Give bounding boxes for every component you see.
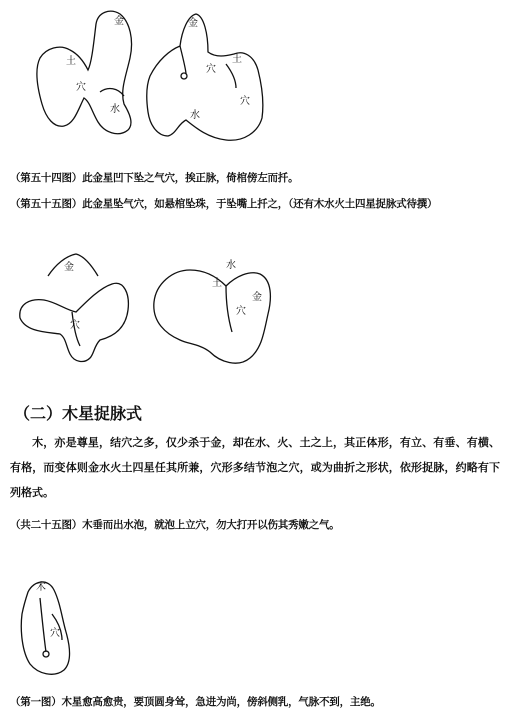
fig-mid-left-label-gold: 金 xyxy=(64,262,74,273)
fig-mid-left-label-cave: 穴 xyxy=(70,320,80,331)
fig55-label-cave-a: 穴 xyxy=(206,64,216,75)
section-paragraph-text: 木，亦是尊星，结穴之多，仅少杀于金，却在水、火、土之上，其正体形，有立、有垂、有横、有格，而变体则金水火土四星任其所兼，穴形多结节泡之穴，或为曲折之形状，依形捉脉，约略有下列格式。 xyxy=(10,436,500,499)
figure-54-outline xyxy=(37,11,132,133)
figure-bottom xyxy=(0,574,509,684)
fig54-label-cave: 穴 xyxy=(76,82,86,93)
fig-mid-right-label-cave: 穴 xyxy=(236,306,246,317)
fig55-label-gold: 金 xyxy=(188,18,198,29)
caption-figure-54: （第五十四图）此金星凹下坠之气穴，挨正脉，倚棺傍左而扦。 xyxy=(10,172,299,184)
fig-bottom-label-wood: 木 xyxy=(36,582,46,593)
fig-mid-right-label-gold: 金 xyxy=(252,292,262,303)
fig-bottom-label-cave: 穴 xyxy=(50,628,60,639)
caption-figure-55: （第五十五图）此金星坠气穴，如悬棺坠珠，于坠嘴上扦之，（还有木水火土四星捉脉式待撰） xyxy=(10,198,438,210)
fig54-label-water: 水 xyxy=(110,104,120,115)
figure-mid xyxy=(0,240,509,380)
fig55-label-cave-b: 穴 xyxy=(240,96,250,107)
fig54-label-gold: 金 xyxy=(114,16,124,27)
fig-bottom-outline xyxy=(21,582,69,674)
fig54-label-earth: 土 xyxy=(66,56,76,67)
fig-mid-right-label-water: 水 xyxy=(226,260,236,271)
figure-55-outline xyxy=(147,14,263,140)
figure-54-55 xyxy=(0,0,509,160)
caption-figure-1: （第一图）木星愈高愈贵，要顶圆身耸，急进为尚，傍斜侧乳，气脉不到，主绝。 xyxy=(10,696,381,708)
fig55-label-earth: 土 xyxy=(232,54,242,65)
fig55-label-water: 水 xyxy=(190,110,200,121)
caption-figure-25-series: （共二十五图）木垂而出水泡，就泡上立穴，勿大打开以伤其秀嫩之气。 xyxy=(10,519,340,531)
fig-mid-right-label-earth: 土 xyxy=(212,278,222,289)
section-heading: （二）木星捉脉式 xyxy=(14,404,143,423)
section-paragraph xyxy=(10,430,500,505)
